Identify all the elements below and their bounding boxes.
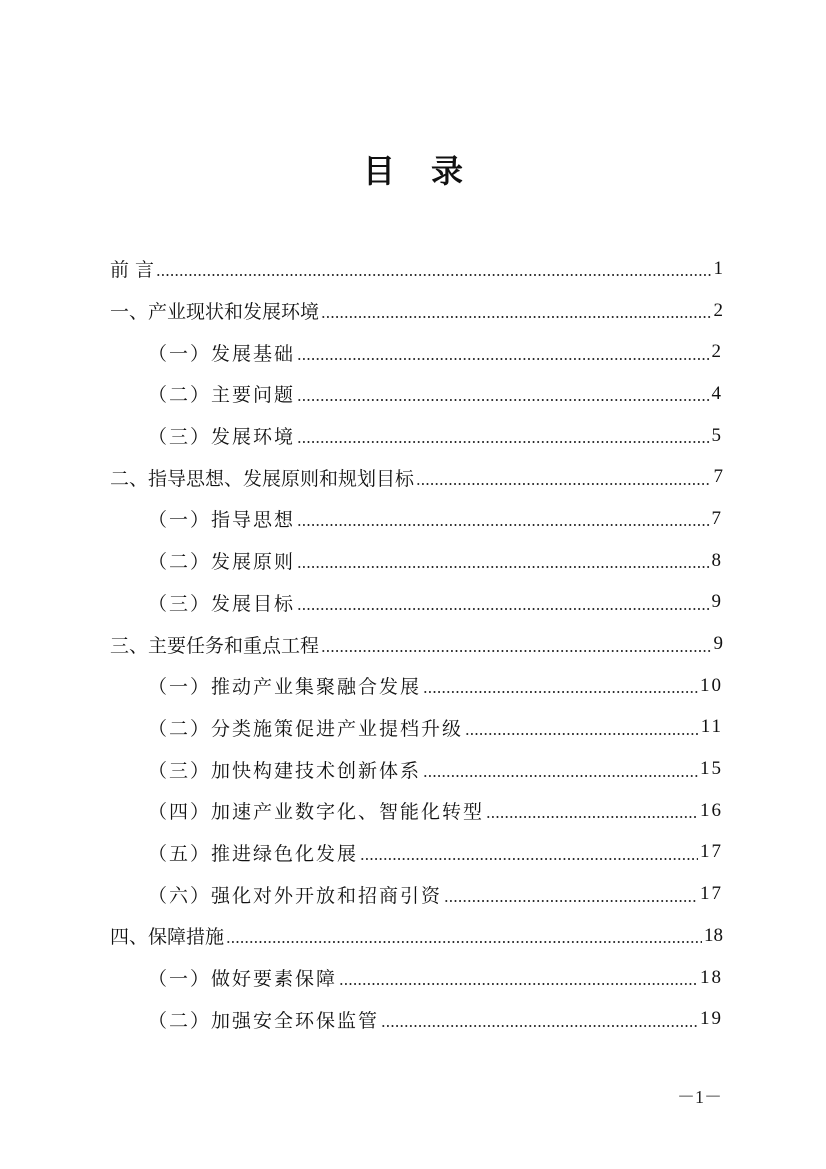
leader-dots xyxy=(321,301,711,320)
table-of-contents xyxy=(110,248,723,1040)
toc-page-number: 5 xyxy=(711,424,723,446)
toc-label: （四）加速产业数字化、智能化转型 xyxy=(148,801,485,824)
toc-entry[interactable] xyxy=(110,957,723,999)
toc-page-number: 17 xyxy=(700,841,723,863)
toc-label: 前 言 xyxy=(110,259,155,282)
toc-label: （三）发展环境 xyxy=(148,426,296,449)
toc-page-number: 18 xyxy=(700,966,723,988)
leader-dots xyxy=(381,1010,698,1029)
toc-entry[interactable] xyxy=(110,998,723,1040)
toc-label: （二）分类施策促进产业提档升级 xyxy=(148,717,464,740)
toc-label: （一）指导思想 xyxy=(148,509,296,532)
toc-label: （一）发展基础 xyxy=(148,342,296,365)
toc-label: （三）发展目标 xyxy=(148,592,296,615)
leader-dots xyxy=(156,259,711,278)
leader-dots xyxy=(297,384,709,403)
toc-label: （一）推动产业集聚融合发展 xyxy=(148,676,422,699)
toc-entry[interactable] xyxy=(110,665,723,707)
toc-page-number: 9 xyxy=(711,591,723,613)
leader-dots xyxy=(297,593,709,612)
toc-label: （五）推进绿色化发展 xyxy=(148,842,359,865)
leader-dots xyxy=(297,426,709,445)
toc-entry[interactable] xyxy=(110,832,723,874)
leader-dots xyxy=(444,885,698,904)
toc-entry[interactable] xyxy=(110,707,723,749)
toc-label: （一）做好要素保障 xyxy=(148,968,338,991)
title-char-1: 目 xyxy=(362,152,395,190)
leader-dots xyxy=(360,843,698,862)
toc-entry[interactable] xyxy=(110,623,723,665)
toc-entry[interactable] xyxy=(110,456,723,498)
title-char-2: 录 xyxy=(431,152,464,190)
toc-page-number: 8 xyxy=(711,549,723,571)
toc-label: 一、产业现状和发展环境 xyxy=(110,301,320,324)
toc-label: （六）强化对外开放和招商引资 xyxy=(148,884,443,907)
toc-entry[interactable] xyxy=(110,331,723,373)
page-title xyxy=(0,146,826,192)
toc-page-number: 16 xyxy=(700,799,723,821)
toc-label: （二）主要问题 xyxy=(148,384,296,407)
leader-dots xyxy=(339,968,698,987)
leader-dots xyxy=(486,801,698,820)
toc-page-number: 19 xyxy=(700,1008,723,1030)
toc-entry[interactable] xyxy=(110,582,723,624)
toc-page-number: 9 xyxy=(713,633,723,655)
toc-page-number: 15 xyxy=(700,758,723,780)
toc-page-number: 7 xyxy=(713,466,723,488)
page-footer-number: －1－ xyxy=(677,1087,722,1107)
leader-dots xyxy=(297,509,709,528)
toc-page-number: 2 xyxy=(711,341,723,363)
leader-dots xyxy=(423,760,698,779)
toc-entry[interactable] xyxy=(110,873,723,915)
toc-page-number: 1 xyxy=(713,257,723,279)
leader-dots xyxy=(321,635,711,654)
toc-entry[interactable] xyxy=(110,748,723,790)
toc-page-number: 18 xyxy=(704,924,723,946)
leader-dots xyxy=(297,551,709,570)
toc-page-number: 7 xyxy=(711,507,723,529)
leader-dots xyxy=(423,676,698,695)
toc-label: 三、主要任务和重点工程 xyxy=(110,634,320,657)
toc-label: 四、保障措施 xyxy=(110,926,225,949)
leader-dots xyxy=(297,343,709,362)
toc-entry[interactable] xyxy=(110,498,723,540)
leader-dots xyxy=(465,718,699,737)
toc-entry[interactable] xyxy=(110,915,723,957)
toc-entry[interactable] xyxy=(110,540,723,582)
toc-page-number: 11 xyxy=(700,716,723,738)
toc-label: （三）加快构建技术创新体系 xyxy=(148,759,422,782)
toc-entry[interactable] xyxy=(110,415,723,457)
toc-entry[interactable] xyxy=(110,248,723,290)
toc-label: （二）发展原则 xyxy=(148,551,296,574)
toc-label: 二、指导思想、发展原则和规划目标 xyxy=(110,467,415,490)
toc-page-number: 4 xyxy=(711,382,723,404)
toc-entry[interactable] xyxy=(110,373,723,415)
toc-entry[interactable] xyxy=(110,790,723,832)
toc-entry[interactable] xyxy=(110,290,723,332)
leader-dots xyxy=(226,926,702,945)
toc-page-number: 10 xyxy=(700,674,723,696)
toc-label: （二）加强安全环保监管 xyxy=(148,1009,380,1032)
leader-dots xyxy=(416,468,711,487)
toc-page-number: 2 xyxy=(713,299,723,321)
toc-page-number: 17 xyxy=(700,883,723,905)
